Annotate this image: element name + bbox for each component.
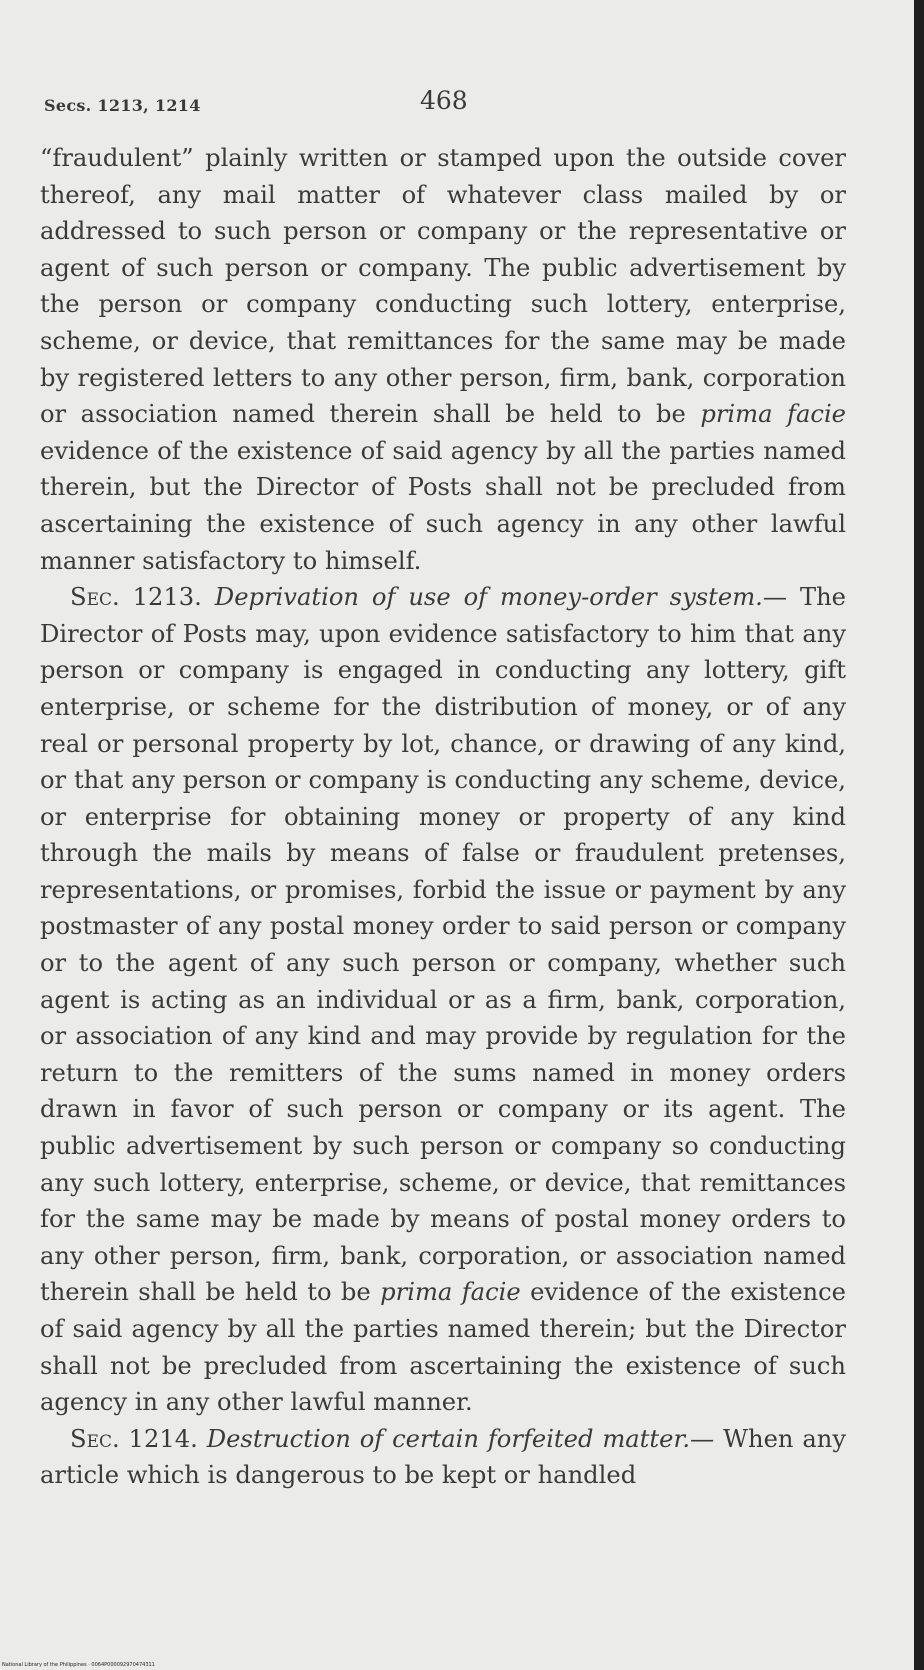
- section-reference: Secs. 1213, 1214: [44, 96, 201, 115]
- section-label: Sec. 1214.: [70, 1424, 198, 1453]
- section-body: When any article which is dangerous to be kept or handled: [40, 1424, 846, 1490]
- page-edge: [914, 0, 924, 1670]
- italic-term: prima facie: [700, 400, 846, 429]
- page-header: [44, 86, 844, 120]
- section-title: Destruction of certain forfeited matter.—: [206, 1424, 715, 1453]
- page-number: 468: [420, 86, 468, 115]
- continuation-paragraph: [40, 140, 846, 579]
- page-body: [40, 140, 846, 1494]
- section-1214: [40, 1421, 846, 1494]
- continuation-text-end: evidence of the existence of said agency by all the parties named therein, but the Director of Posts shall not be precluded from ascertaining the existence of such agency in any other lawful manner satisfactory to himself.: [40, 436, 846, 575]
- scan-identifier: National Library of the Philippines · 0064P000092970474311: [2, 1662, 155, 1668]
- section-label: Sec. 1213.: [70, 583, 202, 612]
- section-body: The Director of Posts may, upon evidence satisfactory to him that any person or company is engaged in conducting any lottery, gift enterprise, or scheme for the distribution of money, or of any real or personal property by lot, chance, or drawing of any kind, or that any person or company is conducting any scheme, device, or enterprise for obtaining money or property of any kind through the mails by means of false or fraudulent pretenses, representations, or promises, forbid the issue or payment by any postmaster of any postal money order to said person or company or to the agent of any such person or company, whether such agent is acting as an individual or as a firm, bank, corporation, or association of any kind and may provide by regulation for the return to the remitters of the sums named in money orders drawn in favor of such person or company or its agent. The public advertisement by such person or company so conducting any such lottery, enterprise, scheme, or device, that remittances for the same may be made by means of postal money orders to any other person, firm, bank, corporation, or association named therein shall be held to be: [40, 583, 846, 1307]
- continuation-text: “fraudulent” plainly written or stamped upon the outside cover thereof, any mail matter of whatever class mailed by or addressed to such person or company or the representative or agent of such person or company. The public advertisement by the person or company conducting such lottery, enterprise, scheme, or device, that remittances for the same may be made by registered letters to any other person, firm, bank, corporation or association named therein shall be held to be: [40, 144, 846, 429]
- italic-term: prima facie: [380, 1278, 521, 1307]
- section-title: Deprivation of use of money-order system.—: [214, 583, 788, 612]
- section-body-end: evidence of the existence of said agency by all the parties named therein; but the Director shall not be precluded from ascertaining the existence of such agency in any other lawful manner.: [40, 1278, 846, 1417]
- section-1213: [40, 579, 846, 1421]
